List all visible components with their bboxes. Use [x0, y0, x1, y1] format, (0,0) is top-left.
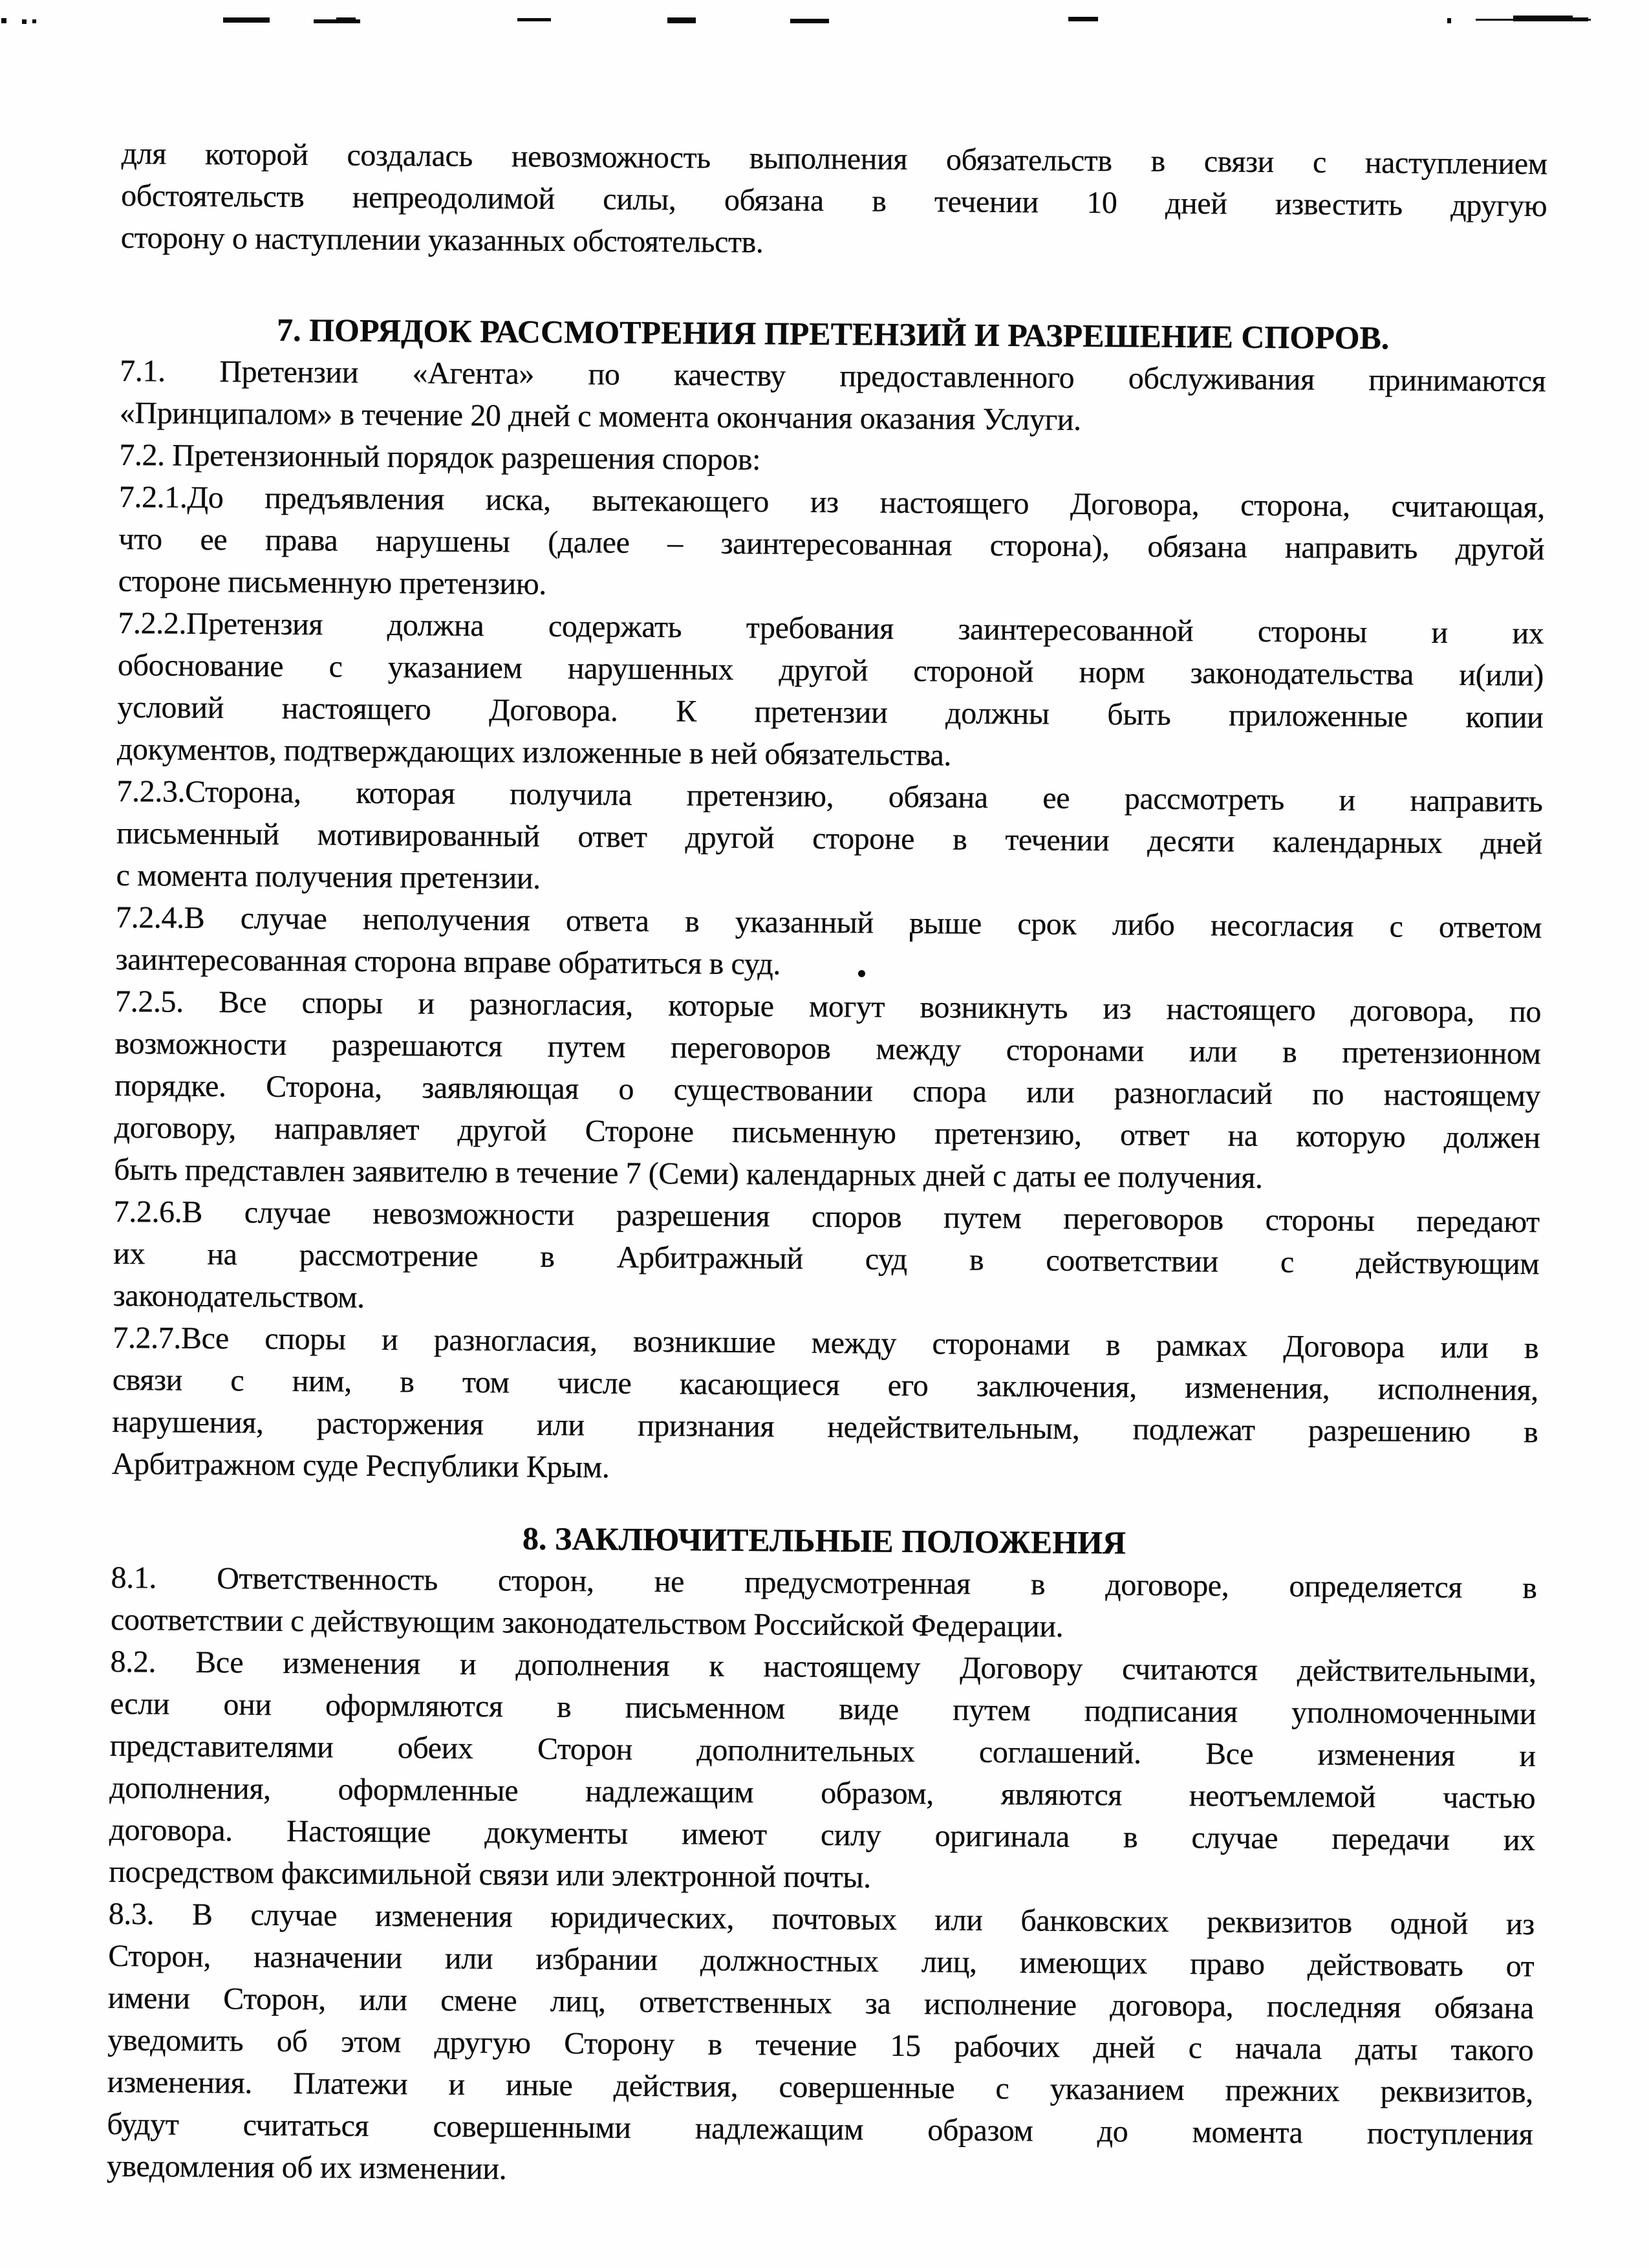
section-8-heading: 8. ЗАКЛЮЧИТЕЛЬНЫЕ ПОЛОЖЕНИЯ [522, 1520, 1126, 1561]
text-line: сторону о наступлении указанных обстоятельств. [120, 220, 764, 260]
text-line: будут считаться совершенными надлежащим образом до момента поступления [107, 2106, 1533, 2152]
scan-artifact [667, 17, 696, 23]
text-line: 7.2.5. Все споры и разногласия, которые могут возникнуть из настоящего договора, по [114, 984, 1542, 1030]
text-line: 7.2.2.Претензия должна содержать требования заинтересованной стороны и их [118, 605, 1544, 651]
text-line: что ее права нарушены (далее – заинтересованная сторона), обязана направить другой [118, 521, 1545, 567]
clause-8-3 [107, 1893, 1535, 2198]
text-line: заинтересованная сторона вправе обратиться в суд. [115, 942, 781, 982]
text-line: 7.2.4.В случае неполучения ответа в указанный выше срок либо несогласия с ответом [115, 900, 1542, 945]
text-line: дополнения, оформленные надлежащим образом, являются неотъемлемой частью [109, 1770, 1536, 1816]
text-line: с момента получения претензии. [116, 858, 541, 896]
clause-8-2 [109, 1641, 1536, 1903]
text-line: договора. Настоящие документы имеют силу оригинала в случае передачи их [109, 1812, 1535, 1858]
text-line: уведомить об этом другую Сторону в течение 15 рабочих дней с начала даты такого [107, 2022, 1534, 2068]
text-line: для которой создалась невозможность выполнения обязательств в связи с наступлением [121, 136, 1547, 182]
section-7-heading: 7. ПОРЯДОК РАССМОТРЕНИЯ ПРЕТЕНЗИЙ И РАЗРЕШЕНИЕ СПОРОВ. [276, 311, 1390, 356]
clause-7-1 [120, 350, 1546, 444]
text-line: законодательством. [113, 1278, 365, 1315]
document-content [107, 133, 1547, 2198]
text-line: порядке. Сторона, заявляющая о существовании спора или разногласий по настоящему [114, 1068, 1541, 1114]
text-line: 8.1. Ответственность сторон, не предусмотренная в договоре, определяется в [111, 1560, 1537, 1606]
text-line: нарушения, расторжения или признания недействительным, подлежат разрешению в [112, 1404, 1538, 1450]
text-line: уведомления об их изменении. [106, 2148, 507, 2187]
scan-artifact [790, 19, 829, 23]
text-line: изменения. Платежи и иные действия, совершенные с указанием прежних реквизитов, [107, 2064, 1534, 2110]
text-line: договору, направляет другой Стороне письменную претензию, ответ на которую должен [114, 1110, 1540, 1156]
text-line: связи с ним, в том числе касающиеся его заключения, изменения, исполнения, [112, 1362, 1538, 1408]
scan-artifact [1447, 18, 1451, 23]
text-line: соответствии с действующим законодательством Российской Федерации. [110, 1602, 1064, 1644]
text-line: условий настоящего Договора. К претензии должны быть приложенные копии [117, 689, 1544, 735]
clause-7-2-6 [113, 1191, 1540, 1327]
text-line: 8.3. В случае изменения юридических, почтовых или банковских реквизитов одной из [108, 1896, 1535, 1942]
scan-artifact [336, 17, 356, 23]
text-line: обстоятельств непреодолимой силы, обязана в течении 10 дней известить другую [121, 178, 1547, 224]
text-line: 7.2.3.Сторона, которая получила претензию, обязана ее рассмотреть и направить [116, 773, 1543, 819]
scan-artifact [1068, 17, 1098, 21]
text-line: 7.1. Претензии «Агента» по качеству предоставленного обслуживания принимаются [120, 353, 1546, 399]
text-line: «Принципалом» в течение 20 дней с момента окончания оказания Услуги. [119, 395, 1081, 437]
text-line: 8.2. Все изменения и дополнения к настоящему Договору считаются действительными, [110, 1644, 1536, 1690]
intro-paragraph [121, 133, 1547, 269]
text-line: возможности разрешаются путем переговоров между сторонами или в претензионном [114, 1026, 1541, 1072]
text-line: 7.2.6.В случае невозможности разрешения споров путем переговоров стороны передают [113, 1194, 1540, 1240]
text-line: если они оформляются в письменном виде путем подписания уполномоченными [109, 1686, 1536, 1732]
scan-artifact [32, 19, 36, 23]
scan-artifact [1557, 17, 1588, 21]
text-line: Сторон, назначении или избрании должностных лиц, имеющих право действовать от [108, 1938, 1535, 1984]
clause-7-2-3 [116, 770, 1542, 907]
text-line: быть представлен заявителю в течение 7 (Семи) календарных дней с даты ее получения. [114, 1152, 1263, 1195]
text-line: обоснование с указанием нарушенных другой стороной норм законодательства и(или) [117, 647, 1544, 693]
clause-7-2-4 [115, 896, 1542, 991]
scan-artifact [223, 17, 270, 23]
text-line: 7.2.1.До предъявления иска, вытекающего из настоящего Договора, сторона, считающая, [118, 479, 1546, 525]
text-line: представителями обеих Сторон дополнительных соглашений. Все изменения и [109, 1728, 1536, 1774]
text-line: стороне письменную претензию. [118, 563, 547, 601]
clause-7-2-2 [117, 602, 1544, 781]
text-line: 7.2. Претензионный порядок разрешения споров: [119, 437, 761, 477]
clause-7-2-7 [112, 1317, 1539, 1495]
scan-artifact [22, 19, 27, 24]
text-line: Арбитражном суде Республики Крым. [111, 1446, 610, 1485]
text-line: 7.2.7.Все споры и разногласия, возникшие между сторонами в рамках Договора или в [113, 1320, 1539, 1366]
clause-7-2-1 [118, 476, 1545, 612]
text-line: имени Сторон, или смене лиц, ответственных за исполнение договора, последняя обязана [107, 1980, 1534, 2026]
scan-artifact [517, 18, 551, 21]
clause-8-1 [111, 1557, 1537, 1651]
scan-artifact [1, 18, 6, 23]
clause-7-2-5 [114, 980, 1541, 1201]
text-line: документов, подтверждающих изложенные в ней обязательства. [116, 731, 952, 773]
text-line: посредством факсимильной связи или электронной почты. [109, 1854, 871, 1895]
text-line: письменный мотивированный ответ другой стороне в течении десяти календарных дней [116, 815, 1543, 861]
text-line: их на рассмотрение в Арбитражный суд в соответствии с действующим [113, 1236, 1540, 1282]
